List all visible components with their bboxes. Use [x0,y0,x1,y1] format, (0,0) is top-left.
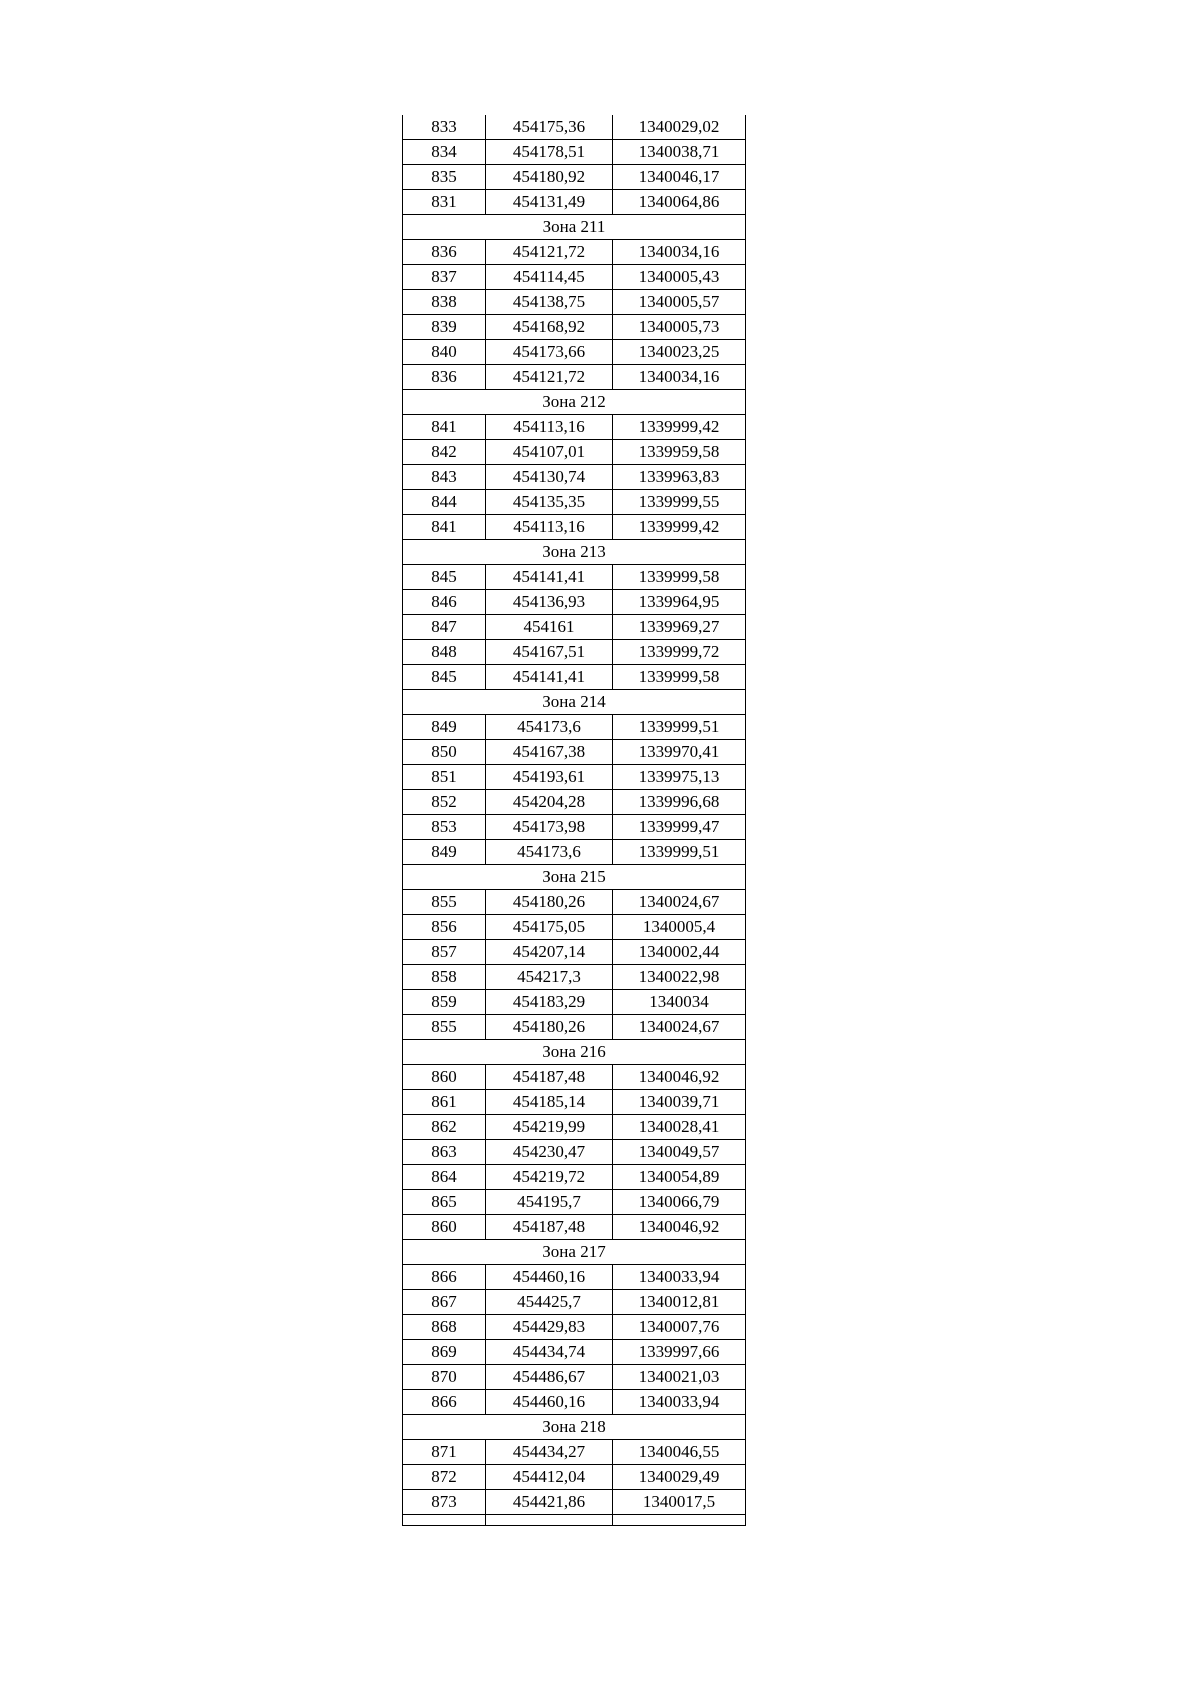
x-coordinate-cell: 454219,99 [486,1115,613,1140]
point-number-cell: 849 [403,715,486,740]
y-coordinate-cell: 1339999,58 [613,665,746,690]
point-row [403,1215,746,1240]
y-coordinate-cell: 1339969,27 [613,615,746,640]
point-number-cell: 855 [403,890,486,915]
zone-header-row [403,390,746,415]
point-row [403,990,746,1015]
zone-label: Зона 212 [403,390,746,415]
point-row [403,890,746,915]
x-coordinate-cell: 454107,01 [486,440,613,465]
point-row [403,440,746,465]
y-coordinate-cell: 1340021,03 [613,1365,746,1390]
x-coordinate-cell: 454121,72 [486,365,613,390]
y-coordinate-cell: 1339970,41 [613,740,746,765]
y-coordinate-cell: 1340007,76 [613,1315,746,1340]
point-row [403,1165,746,1190]
point-row [403,265,746,290]
point-row [403,1065,746,1090]
point-number-cell: 837 [403,265,486,290]
y-coordinate-cell: 1340034 [613,990,746,1015]
point-number-cell: 860 [403,1215,486,1240]
y-coordinate-cell: 1340046,55 [613,1440,746,1465]
point-row [403,615,746,640]
zone-header-row [403,540,746,565]
point-row [403,240,746,265]
point-row [403,940,746,965]
x-coordinate-cell: 454173,66 [486,340,613,365]
y-coordinate-cell: 1340023,25 [613,340,746,365]
point-row [403,1190,746,1215]
y-coordinate-cell: 1339964,95 [613,590,746,615]
point-row [403,915,746,940]
x-coordinate-cell: 454460,16 [486,1265,613,1290]
point-number-cell: 861 [403,1090,486,1115]
x-coordinate-cell: 454207,14 [486,940,613,965]
x-coordinate-cell: 454183,29 [486,990,613,1015]
point-row [403,1265,746,1290]
coordinates-table [402,115,746,1526]
point-number-cell: 857 [403,940,486,965]
x-coordinate-cell: 454121,72 [486,240,613,265]
point-number-cell: 839 [403,315,486,340]
point-number-cell: 845 [403,565,486,590]
y-coordinate-cell: 1340022,98 [613,965,746,990]
y-coordinate-cell: 1340029,02 [613,115,746,140]
point-number-cell: 866 [403,1390,486,1415]
empty-cell [486,1515,613,1526]
x-coordinate-cell: 454193,61 [486,765,613,790]
x-coordinate-cell: 454412,04 [486,1465,613,1490]
point-number-cell: 849 [403,840,486,865]
x-coordinate-cell: 454204,28 [486,790,613,815]
point-row [403,1290,746,1315]
point-row [403,290,746,315]
point-number-cell: 845 [403,665,486,690]
point-row [403,1090,746,1115]
point-row [403,515,746,540]
point-row [403,1140,746,1165]
point-row [403,315,746,340]
point-number-cell: 846 [403,590,486,615]
point-row [403,1440,746,1465]
zone-header-row [403,865,746,890]
zone-label: Зона 215 [403,865,746,890]
y-coordinate-cell: 1339999,72 [613,640,746,665]
y-coordinate-cell: 1340038,71 [613,140,746,165]
point-row [403,465,746,490]
x-coordinate-cell: 454187,48 [486,1065,613,1090]
y-coordinate-cell: 1339999,51 [613,840,746,865]
point-number-cell: 856 [403,915,486,940]
x-coordinate-cell: 454173,98 [486,815,613,840]
x-coordinate-cell: 454187,48 [486,1215,613,1240]
y-coordinate-cell: 1339975,13 [613,765,746,790]
y-coordinate-cell: 1340046,17 [613,165,746,190]
y-coordinate-cell: 1339959,58 [613,440,746,465]
y-coordinate-cell: 1340033,94 [613,1265,746,1290]
y-coordinate-cell: 1340024,67 [613,890,746,915]
point-number-cell: 848 [403,640,486,665]
x-coordinate-cell: 454168,92 [486,315,613,340]
point-row [403,715,746,740]
x-coordinate-cell: 454167,38 [486,740,613,765]
point-number-cell: 838 [403,290,486,315]
x-coordinate-cell: 454486,67 [486,1365,613,1390]
point-number-cell: 841 [403,415,486,440]
x-coordinate-cell: 454161 [486,615,613,640]
x-coordinate-cell: 454136,93 [486,590,613,615]
x-coordinate-cell: 454217,3 [486,965,613,990]
point-row [403,140,746,165]
zone-header-row [403,215,746,240]
x-coordinate-cell: 454185,14 [486,1090,613,1115]
y-coordinate-cell: 1339999,42 [613,515,746,540]
x-coordinate-cell: 454141,41 [486,565,613,590]
zone-header-row [403,1415,746,1440]
x-coordinate-cell: 454141,41 [486,665,613,690]
zone-label: Зона 211 [403,215,746,240]
y-coordinate-cell: 1339999,58 [613,565,746,590]
coordinates-table-body [403,115,746,1526]
y-coordinate-cell: 1339999,47 [613,815,746,840]
x-coordinate-cell: 454113,16 [486,515,613,540]
zone-label: Зона 218 [403,1415,746,1440]
x-coordinate-cell: 454138,75 [486,290,613,315]
point-row [403,965,746,990]
y-coordinate-cell: 1340046,92 [613,1065,746,1090]
y-coordinate-cell: 1340029,49 [613,1465,746,1490]
y-coordinate-cell: 1340039,71 [613,1090,746,1115]
y-coordinate-cell: 1340024,67 [613,1015,746,1040]
point-number-cell: 870 [403,1365,486,1390]
point-row [403,815,746,840]
point-row [403,640,746,665]
point-number-cell: 868 [403,1315,486,1340]
y-coordinate-cell: 1340012,81 [613,1290,746,1315]
x-coordinate-cell: 454113,16 [486,415,613,440]
x-coordinate-cell: 454425,7 [486,1290,613,1315]
point-row [403,765,746,790]
point-number-cell: 864 [403,1165,486,1190]
point-number-cell: 840 [403,340,486,365]
zone-header-row [403,690,746,715]
y-coordinate-cell: 1340005,43 [613,265,746,290]
y-coordinate-cell: 1339996,68 [613,790,746,815]
y-coordinate-cell: 1340002,44 [613,940,746,965]
zone-header-row [403,1240,746,1265]
point-row [403,1390,746,1415]
y-coordinate-cell: 1340005,73 [613,315,746,340]
point-number-cell: 835 [403,165,486,190]
x-coordinate-cell: 454178,51 [486,140,613,165]
empty-row [403,1515,746,1526]
point-number-cell: 873 [403,1490,486,1515]
x-coordinate-cell: 454130,74 [486,465,613,490]
point-number-cell: 869 [403,1340,486,1365]
point-number-cell: 867 [403,1290,486,1315]
point-row [403,165,746,190]
point-row [403,1490,746,1515]
x-coordinate-cell: 454135,35 [486,490,613,515]
point-row [403,115,746,140]
y-coordinate-cell: 1340005,57 [613,290,746,315]
y-coordinate-cell: 1340049,57 [613,1140,746,1165]
x-coordinate-cell: 454421,86 [486,1490,613,1515]
point-number-cell: 841 [403,515,486,540]
point-row [403,1315,746,1340]
point-number-cell: 872 [403,1465,486,1490]
point-number-cell: 853 [403,815,486,840]
x-coordinate-cell: 454173,6 [486,715,613,740]
point-row [403,190,746,215]
y-coordinate-cell: 1339999,51 [613,715,746,740]
x-coordinate-cell: 454167,51 [486,640,613,665]
y-coordinate-cell: 1339963,83 [613,465,746,490]
x-coordinate-cell: 454429,83 [486,1315,613,1340]
x-coordinate-cell: 454230,47 [486,1140,613,1165]
point-number-cell: 836 [403,365,486,390]
point-row [403,840,746,865]
point-number-cell: 844 [403,490,486,515]
point-number-cell: 860 [403,1065,486,1090]
point-row [403,590,746,615]
x-coordinate-cell: 454180,26 [486,890,613,915]
x-coordinate-cell: 454173,6 [486,840,613,865]
point-row [403,490,746,515]
y-coordinate-cell: 1340034,16 [613,365,746,390]
x-coordinate-cell: 454131,49 [486,190,613,215]
y-coordinate-cell: 1340066,79 [613,1190,746,1215]
x-coordinate-cell: 454180,92 [486,165,613,190]
y-coordinate-cell: 1340033,94 [613,1390,746,1415]
point-row [403,790,746,815]
x-coordinate-cell: 454460,16 [486,1390,613,1415]
point-row [403,565,746,590]
y-coordinate-cell: 1340005,4 [613,915,746,940]
point-number-cell: 847 [403,615,486,640]
point-row [403,365,746,390]
y-coordinate-cell: 1340017,5 [613,1490,746,1515]
point-number-cell: 851 [403,765,486,790]
y-coordinate-cell: 1340034,16 [613,240,746,265]
point-number-cell: 871 [403,1440,486,1465]
zone-label: Зона 216 [403,1040,746,1065]
point-row [403,665,746,690]
point-row [403,340,746,365]
point-number-cell: 866 [403,1265,486,1290]
point-number-cell: 852 [403,790,486,815]
y-coordinate-cell: 1339999,42 [613,415,746,440]
y-coordinate-cell: 1339997,66 [613,1340,746,1365]
point-number-cell: 836 [403,240,486,265]
point-number-cell: 850 [403,740,486,765]
point-row [403,740,746,765]
point-number-cell: 863 [403,1140,486,1165]
zone-label: Зона 217 [403,1240,746,1265]
y-coordinate-cell: 1340046,92 [613,1215,746,1240]
point-row [403,1115,746,1140]
x-coordinate-cell: 454195,7 [486,1190,613,1215]
point-row [403,1015,746,1040]
zone-label: Зона 213 [403,540,746,565]
point-number-cell: 843 [403,465,486,490]
point-row [403,1365,746,1390]
x-coordinate-cell: 454114,45 [486,265,613,290]
zone-header-row [403,1040,746,1065]
y-coordinate-cell: 1339999,55 [613,490,746,515]
empty-cell [613,1515,746,1526]
point-row [403,1465,746,1490]
y-coordinate-cell: 1340028,41 [613,1115,746,1140]
point-number-cell: 862 [403,1115,486,1140]
x-coordinate-cell: 454175,05 [486,915,613,940]
point-number-cell: 831 [403,190,486,215]
point-number-cell: 833 [403,115,486,140]
x-coordinate-cell: 454180,26 [486,1015,613,1040]
point-row [403,1340,746,1365]
zone-label: Зона 214 [403,690,746,715]
x-coordinate-cell: 454434,27 [486,1440,613,1465]
y-coordinate-cell: 1340064,86 [613,190,746,215]
empty-cell [403,1515,486,1526]
point-row [403,415,746,440]
point-number-cell: 859 [403,990,486,1015]
point-number-cell: 865 [403,1190,486,1215]
x-coordinate-cell: 454219,72 [486,1165,613,1190]
x-coordinate-cell: 454175,36 [486,115,613,140]
x-coordinate-cell: 454434,74 [486,1340,613,1365]
y-coordinate-cell: 1340054,89 [613,1165,746,1190]
point-number-cell: 834 [403,140,486,165]
point-number-cell: 858 [403,965,486,990]
point-number-cell: 855 [403,1015,486,1040]
point-number-cell: 842 [403,440,486,465]
